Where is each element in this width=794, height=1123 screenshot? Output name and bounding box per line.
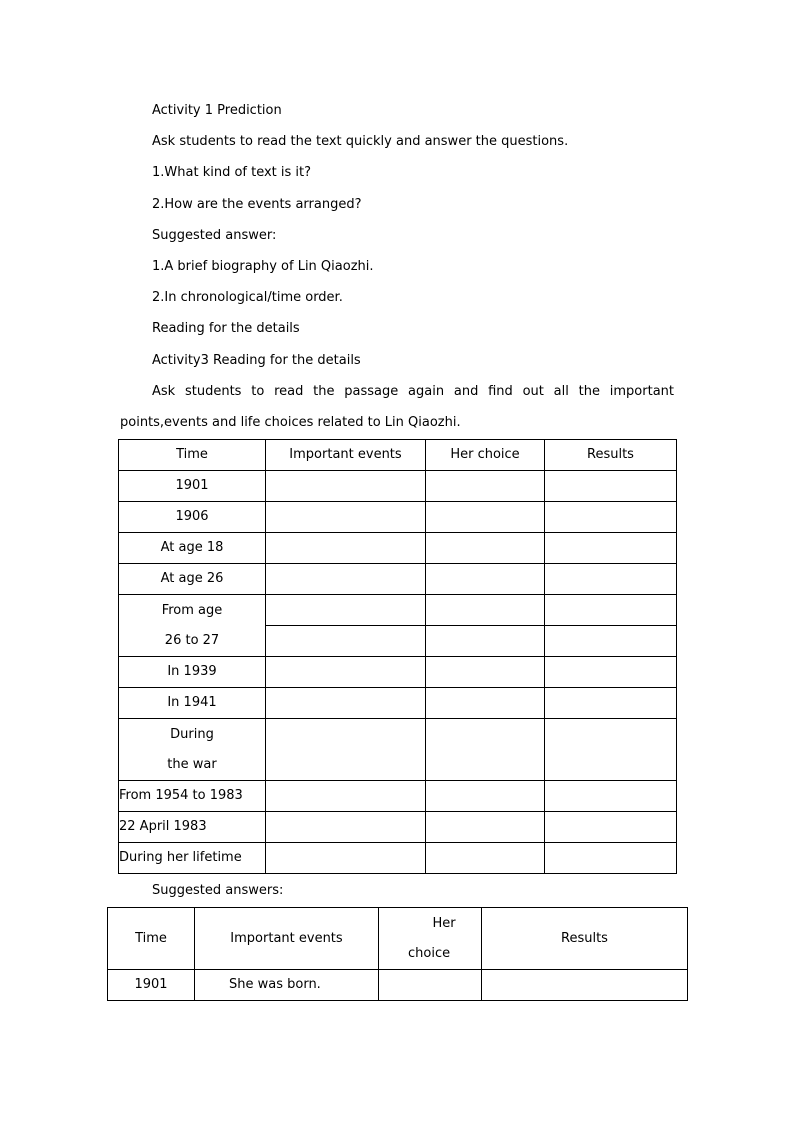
event-cell[interactable] [266,843,426,874]
event-cell[interactable] [266,719,426,781]
suggested-answers-label: Suggested answers: [152,883,284,898]
table-row [119,657,677,688]
activity1-instruction: Ask students to read the text quickly and answer the questions. [152,134,569,149]
choice-cell[interactable] [426,626,545,657]
answer-2: 2.In chronological/time order. [152,290,343,305]
choice-cell[interactable] [426,812,545,843]
table-header-row [119,440,677,471]
suggested-answer-label: Suggested answer: [152,228,277,243]
header-time: Time [119,440,266,471]
event-cell: She was born. [195,970,379,1001]
choice-cell[interactable] [426,657,545,688]
time-cell: From 1954 to 1983 [119,781,266,812]
result-cell[interactable] [545,843,677,874]
event-cell[interactable] [266,781,426,812]
time-cell: 1901 [119,471,266,502]
choice-cell[interactable] [426,843,545,874]
choice-cell[interactable] [426,781,545,812]
activity3-instruction-line1: Ask students to read the passage again and find out all the important [152,384,674,399]
time-cell: In 1941 [119,688,266,719]
header-her-choice-line2: choice [408,945,451,961]
time-cell [119,719,266,781]
choice-cell[interactable] [426,688,545,719]
event-cell[interactable] [266,688,426,719]
time-cell: 1901 [108,970,195,1001]
choice-cell[interactable] [426,719,545,781]
table-row [119,564,677,595]
time-line: During [170,726,214,742]
time-line: 26 to 27 [164,632,220,648]
table-row [119,595,677,626]
worksheet-table [118,439,677,874]
result-cell[interactable] [545,719,677,781]
table-row [119,843,677,874]
activity1-title: Activity 1 Prediction [152,103,282,118]
activity3-title: Activity3 Reading for the details [152,353,361,368]
header-important-events: Important events [266,440,426,471]
reading-details-heading: Reading for the details [152,321,300,336]
table-header-row [108,908,688,970]
question-2: 2.How are the events arranged? [152,197,362,212]
result-cell[interactable] [545,564,677,595]
table-row [119,719,677,781]
table-row [108,970,688,1001]
activity3-instruction-line2: points,events and life choices related to Lin Qiaozhi. [120,415,461,430]
result-cell[interactable] [545,471,677,502]
result-cell[interactable] [545,781,677,812]
result-cell[interactable] [482,970,688,1001]
time-cell: At age 26 [119,564,266,595]
result-cell[interactable] [545,595,677,626]
time-cell: In 1939 [119,657,266,688]
result-cell[interactable] [545,502,677,533]
event-cell[interactable] [266,595,426,626]
header-her-choice-line1: Her [432,915,456,931]
answers-table [107,907,688,1001]
choice-cell[interactable] [426,502,545,533]
event-cell[interactable] [266,471,426,502]
time-cell: At age 18 [119,533,266,564]
choice-cell[interactable] [379,970,482,1001]
table-row [119,502,677,533]
choice-cell[interactable] [426,595,545,626]
question-1: 1.What kind of text is it? [152,165,312,180]
header-time: Time [108,908,195,970]
time-line: From age [161,602,223,618]
choice-cell[interactable] [426,471,545,502]
time-cell: 22 April 1983 [119,812,266,843]
header-important-events: Important events [195,908,379,970]
result-cell[interactable] [545,657,677,688]
event-cell[interactable] [266,502,426,533]
time-cell: 1906 [119,502,266,533]
event-cell[interactable] [266,564,426,595]
header-results: Results [482,908,688,970]
result-cell[interactable] [545,626,677,657]
choice-cell[interactable] [426,533,545,564]
time-cell: During her lifetime [119,843,266,874]
event-cell[interactable] [266,657,426,688]
event-cell[interactable] [266,533,426,564]
table-row [119,471,677,502]
result-cell[interactable] [545,688,677,719]
event-cell[interactable] [266,626,426,657]
result-cell[interactable] [545,812,677,843]
header-her-choice: Her choice [426,440,545,471]
result-cell[interactable] [545,533,677,564]
time-line: the war [167,756,217,772]
table-row [119,688,677,719]
event-cell[interactable] [266,812,426,843]
header-results: Results [545,440,677,471]
header-her-choice [379,908,482,970]
table-row [119,812,677,843]
table-row [119,781,677,812]
table-row [119,533,677,564]
choice-cell[interactable] [426,564,545,595]
answer-1: 1.A brief biography of Lin Qiaozhi. [152,259,374,274]
time-cell-merged [119,595,266,657]
